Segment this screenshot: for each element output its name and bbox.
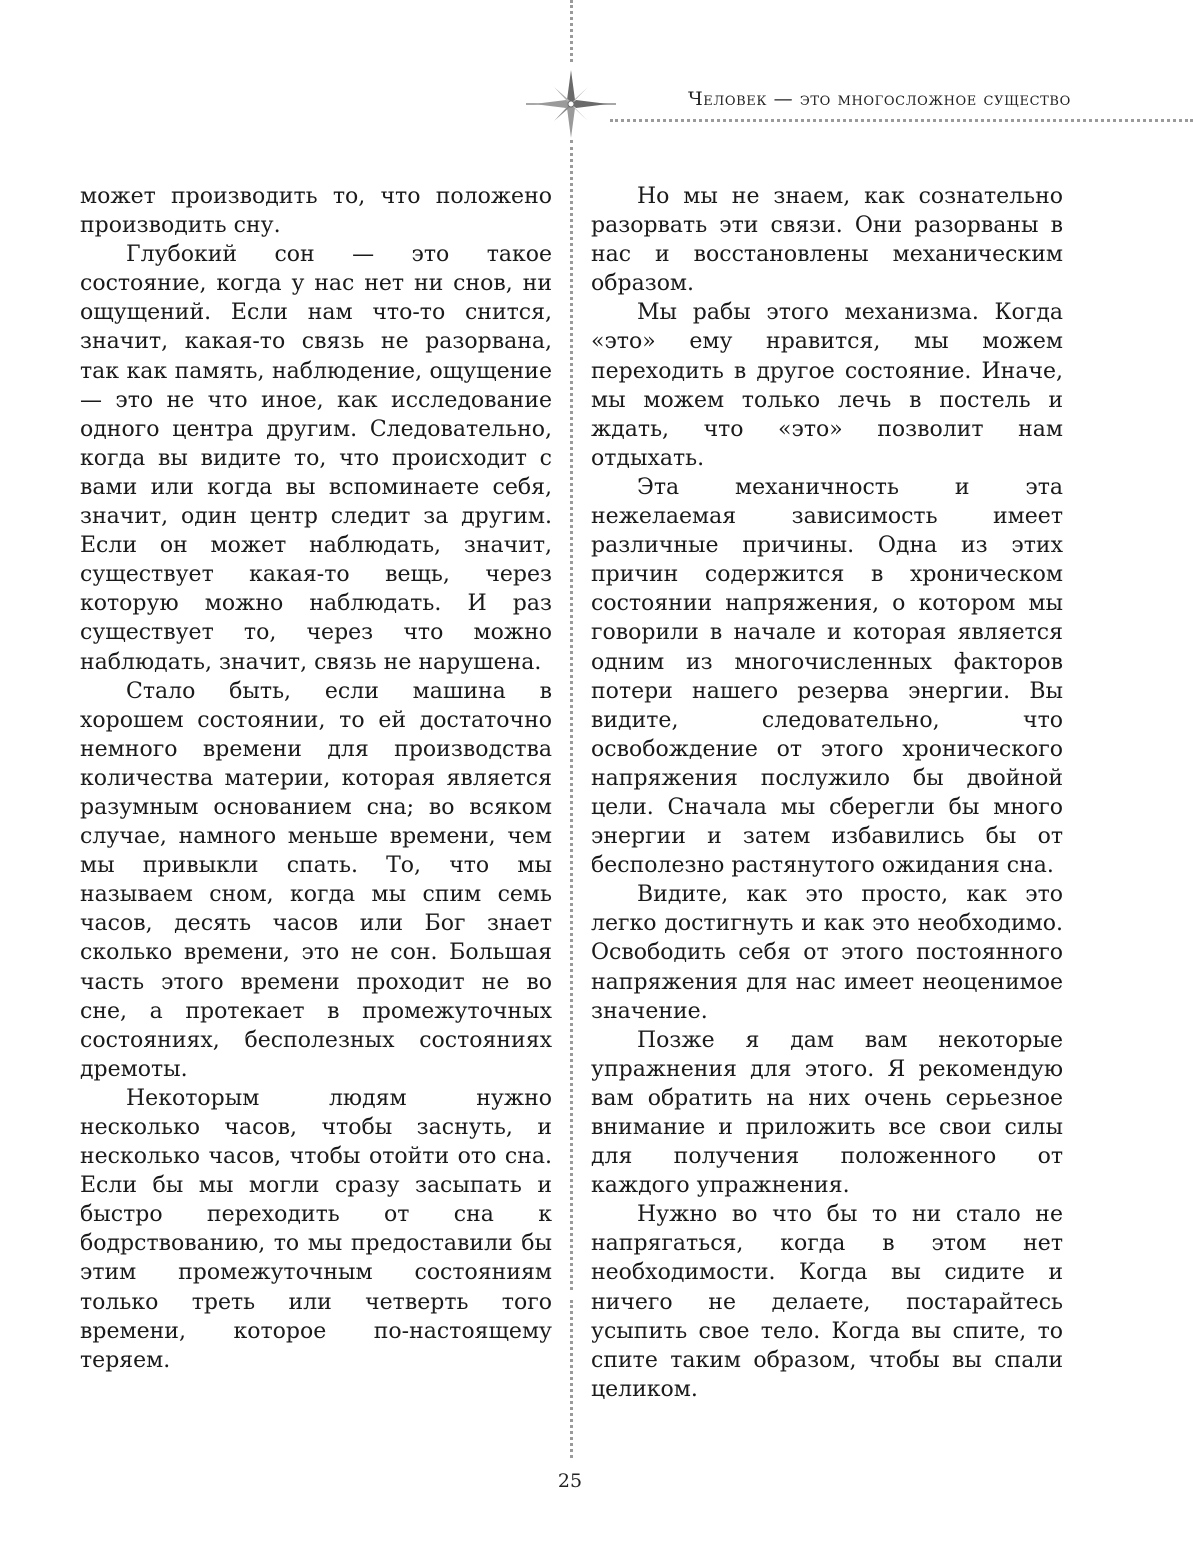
paragraph: Мы рабы этого механизма. Когда «это» ему нравится, мы можем переходить в другое состояние. Иначе, мы можем только лечь в постель и ждать, что «это» позволит нам отдыхать. [591, 300, 1063, 471]
paragraph: Позже я дам вам некоторые упражнения для этого. Я рекомендую вам обратить на них очень серьезное внимание и приложить все свои силы для получения положенного от каждого упражнения. [591, 1027, 1063, 1199]
paragraph: Нужно во что бы то ни стало не напрягаться, когда в этом нет необходимости. Когда вы сидите и ничего не делаете, постарайтесь усыпить свое тело. Когда вы спите, то спите таким образом, чтобы вы спали целиком. [591, 1202, 1063, 1402]
left-text-column [80, 182, 552, 1375]
paragraph: Стало быть, если машина в хорошем состоянии, то ей достаточно немного времени для производства количества материи, которая является разумным основанием сна; во всяком случае, намного меньше времени, чем мы привыкли спать. То, что мы называем сном, когда мы спим семь часов, десять часов или Бог знает сколько времени, это не сон. Большая часть этого времени проходит не во сне, а протекает в промежуточных состояниях, бесполезных состояниях дремоты. [80, 678, 552, 1082]
vertical-divider [570, 140, 573, 1290]
paragraph: Эта механичность и эта нежелаемая зависимость имеет различные причины. Одна из этих причин содержится в хроническом состоянии напряжения, о котором мы говорили в начале и которая является одним из многочисленных факторов потери нашего резерва энергии. Вы видите, следовательно, что освобождение от этого хронического напряжения послужило бы двойной цели. Сначала мы сберегли бы много энергии и затем избавились бы от бесполезно растянутого ожидания сна. [591, 474, 1063, 879]
paragraph: Некоторым людям нужно несколько часов, чтобы заснуть, и несколько часов, чтобы отойти ото сна. Если бы мы могли сразу засыпать и быстро переходить от сна к бодрствованию, то мы предоставили бы этим промежуточным состояниям только треть или четверть того времени, которое по-настоящему теряем. [80, 1085, 552, 1373]
compass-rose-icon [526, 68, 616, 140]
header-rule [610, 119, 1193, 122]
right-text-column [591, 182, 1063, 1404]
paragraph: может производить то, что положено производить сну. [80, 184, 552, 239]
page-number: 25 [557, 1470, 583, 1492]
running-header-title: Человек — это многосложное существо [688, 88, 1071, 110]
vertical-divider-bottom [570, 1300, 573, 1458]
paragraph: Но мы не знаем, как сознательно разорвать эти связи. Они разорваны в нас и восстановлены механическим образом. [591, 184, 1063, 297]
paragraph: Глубокий сон — это такое состояние, когда у нас нет ни снов, ни ощущений. Если нам что-то снится, значит, какая-то связь не разорвана, так как память, наблюдение, ощущение — это не что иное, как исследование одного центра другим. Следовательно, когда вы видите то, что происходит с вами или когда вы вспоминаете себя, значит, один центр следит за другим. Если он может наблюдать, значит, существует какая-то вещь, через которую можно наблюдать. И раз существует то, через что можно наблюдать, значит, связь не нарушена. [80, 242, 552, 675]
paragraph: Видите, как это просто, как это легко достигнуть и как это необходимо. Освободить себя от этого постоянного напряжения для нас имеет неоценимое значение. [591, 882, 1063, 1024]
vertical-divider-top [570, 0, 573, 62]
